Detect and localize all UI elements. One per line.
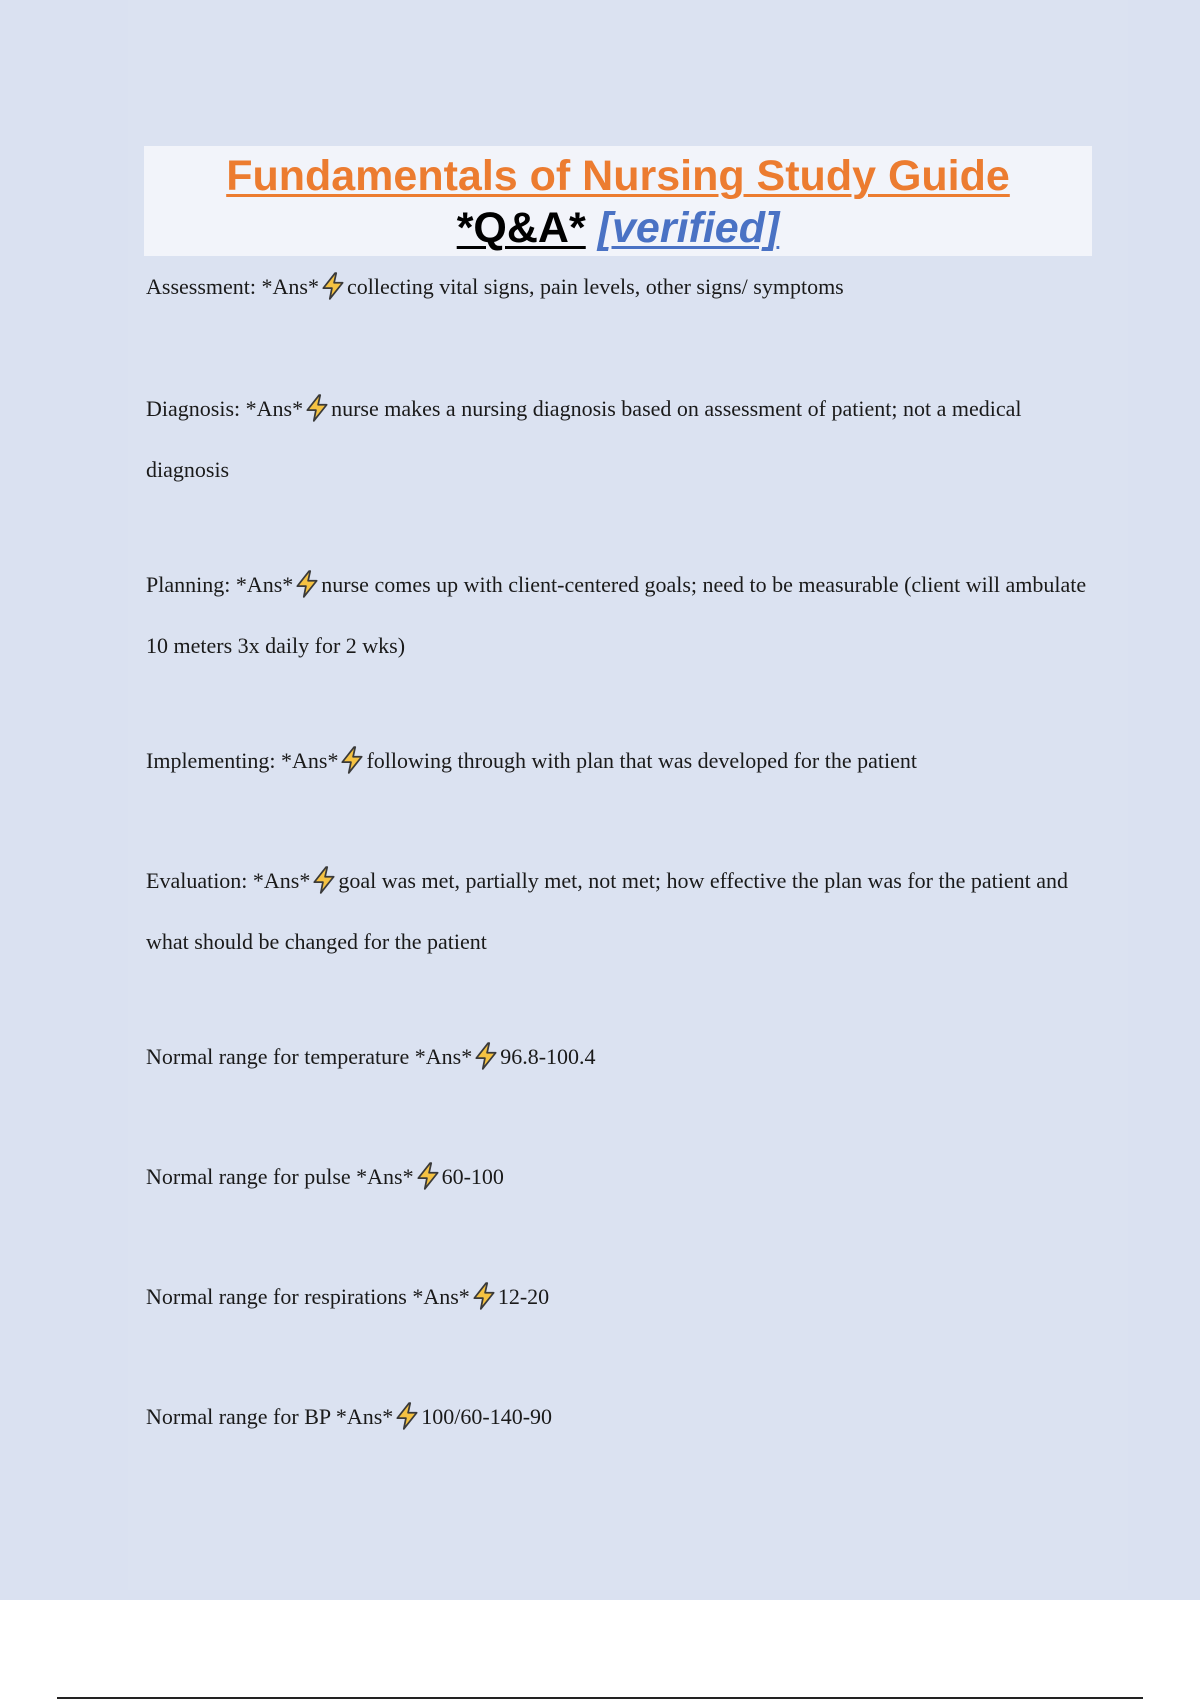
qa-answer: nurse makes a nursing diagnosis based on assessment of patient; not a medical diagnosis <box>146 396 1022 482</box>
qa-item <box>146 1026 1096 1087</box>
qa-question: Normal range for pulse <box>146 1164 351 1189</box>
qa-answer: 60-100 <box>441 1164 504 1189</box>
qa-answer-marker: *Ans* <box>414 1044 473 1069</box>
qa-item <box>146 378 1096 500</box>
qa-item <box>146 1146 1096 1207</box>
qa-answer-marker: *Ans* <box>235 572 294 597</box>
qa-item <box>146 850 1096 972</box>
qa-question: Normal range for BP <box>146 1404 331 1429</box>
qa-answer: nurse comes up with client-centered goals; need to be measurable (client will ambulate 10 meters 3x daily for 2 wks) <box>146 572 1087 658</box>
qa-answer-marker: *Ans* <box>281 748 339 773</box>
qa-question: Normal range for temperature <box>146 1044 410 1069</box>
lightning-bolt-icon <box>304 394 330 422</box>
qa-item <box>146 256 1096 317</box>
lightning-bolt-icon <box>339 746 365 774</box>
qa-question: Evaluation: <box>146 868 248 893</box>
document-subtitle <box>144 202 1092 254</box>
lightning-bolt-icon <box>320 272 346 300</box>
title-qa-label: *Q&A* <box>456 204 586 252</box>
qa-question: Planning: <box>146 572 231 597</box>
qa-answer: 100/60-140-90 <box>421 1404 553 1429</box>
title-block <box>144 146 1092 256</box>
qa-answer-marker: *Ans* <box>245 396 304 421</box>
qa-answer: following through with plan that was developed for the patient <box>366 748 917 773</box>
qa-item <box>146 1386 1096 1447</box>
title-verified-label: [verified] <box>597 204 780 252</box>
qa-answer-marker: *Ans* <box>252 868 311 893</box>
qa-answer-marker: *Ans* <box>412 1284 470 1309</box>
qa-answer-marker: *Ans* <box>356 1164 414 1189</box>
lightning-bolt-icon <box>471 1282 497 1310</box>
qa-answer: goal was met, partially met, not met; how effective the plan was for the patient and what should be changed for the patient <box>146 868 1069 954</box>
qa-item <box>146 1266 1096 1327</box>
qa-answer-marker: *Ans* <box>261 274 319 299</box>
qa-question: Implementing: <box>146 748 276 773</box>
lightning-bolt-icon <box>473 1042 499 1070</box>
qa-question: Assessment: <box>146 274 256 299</box>
qa-answer: collecting vital signs, pain levels, other signs/ symptoms <box>346 274 844 299</box>
qa-list <box>146 256 1096 1447</box>
lightning-bolt-icon <box>415 1162 441 1190</box>
qa-answer-marker: *Ans* <box>335 1404 394 1429</box>
qa-answer: 12-20 <box>497 1284 550 1309</box>
qa-question: Diagnosis: <box>146 396 241 421</box>
lightning-bolt-icon <box>294 570 320 598</box>
qa-item <box>146 554 1096 676</box>
lightning-bolt-icon <box>394 1402 420 1430</box>
qa-item <box>146 730 1096 791</box>
qa-answer: 96.8-100.4 <box>500 1044 596 1069</box>
footer-divider <box>57 1697 1143 1699</box>
qa-question: Normal range for respirations <box>146 1284 407 1309</box>
document-title: Fundamentals of Nursing Study Guide <box>226 152 1010 200</box>
lightning-bolt-icon <box>311 866 337 894</box>
